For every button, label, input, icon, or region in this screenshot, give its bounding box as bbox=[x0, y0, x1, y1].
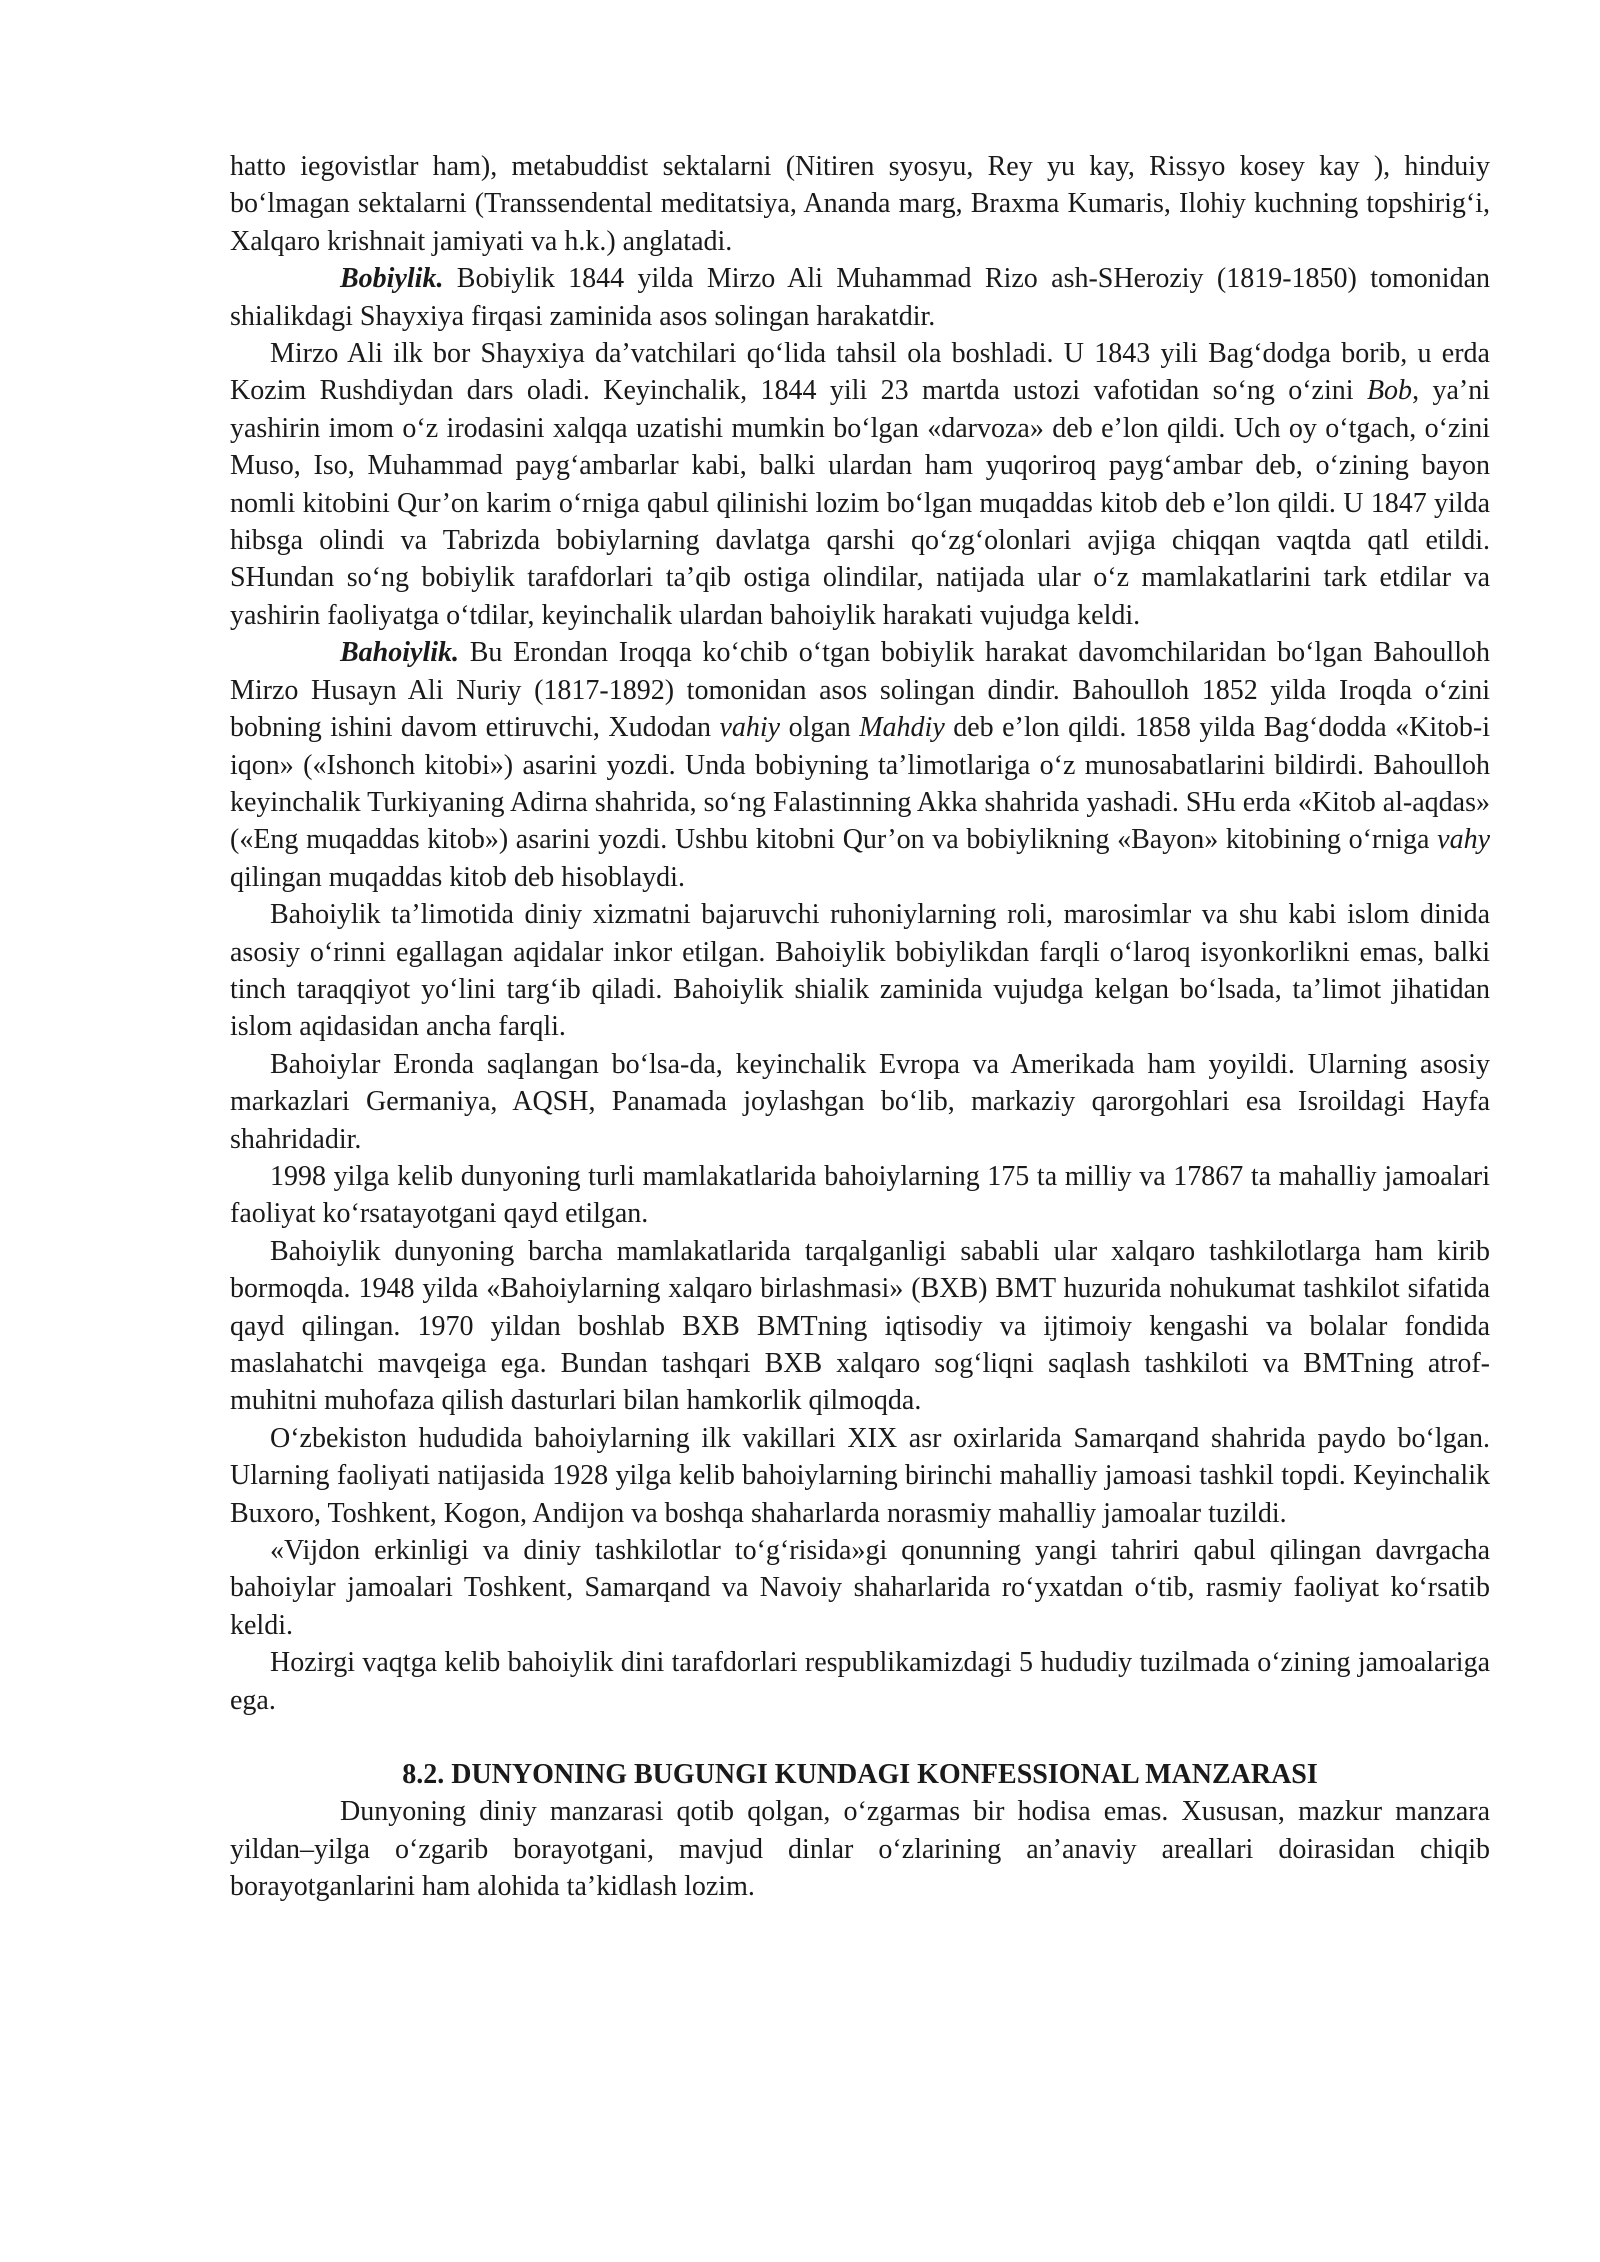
paragraph-text: Mirzo Ali ilk bor Shayxiya da’vatchilari qo‘lida tahsil ola boshladi. U 1843 yili Bag‘dodga borib, u erda Kozim Rushdiydan dars oladi. Keyinchalik, 1844 yili 23 martda ustozi vafotidan so‘ng o‘zini bbox=[230, 338, 1490, 407]
paragraph-text: Bu Erondan Iroqqa ko‘chib o‘tgan bobiylik harakat davomchilaridan bo‘lgan Bahoulloh Mirzo Husayn Ali Nuriy (1817-1892) tomonidan asos solingan dindir. Bahoulloh 1852 yilda Iroqda o‘zini bobning ishini davom ettiruvchi, Xudodan bbox=[230, 637, 1490, 744]
paragraph-text: qilingan muqaddas kitob deb hisoblaydi. bbox=[230, 861, 685, 893]
term-bobiylik: Bobiylik. bbox=[340, 263, 444, 295]
paragraph-manzara: Dunyoning diniy manzarasi qotib qolgan, o‘zgarmas bir hodisa emas. Xususan, mazkur manzara yildan–yilga o‘zgarib borayotgani, mavjud dinlar o‘zlarining an’anaviy areallari doirasidan chiqib borayotganlarini ham alohida ta’kidlash lozim. bbox=[230, 1796, 1490, 1903]
paragraph-ozbekiston: O‘zbekiston hududida bahoiylarning ilk vakillari XIX asr oxirlarida Samarqand shahrida paydo bo‘lgan. Ularning faoliyati natijasida 1928 yilga kelib bahoiylarning birinchi mahalliy jamoasi tashkil topdi. Keyinchalik Buxoro, Toshkent, Kogon, Andijon va boshqa shaharlarda norasmiy mahalliy jamoalar tuzildi. bbox=[230, 1422, 1490, 1529]
document-page bbox=[230, 148, 1490, 1906]
paragraph-bobiylik bbox=[230, 260, 1490, 335]
paragraph-intro: hatto iegovistlar ham), metabuddist sektalarni (Nitiren syosyu, Rey yu kay, Rissyo kosey kay ), hinduiy bo‘lmagan sektalarni (Transsendental meditatsiya, Ananda marg, Braxma Kumaris, Ilohiy kuchning topshirig‘i, Xalqaro krishnait jamiyati va h.k.) anglatadi. bbox=[230, 151, 1490, 257]
emphasis-vahy: vahy bbox=[1437, 824, 1490, 856]
term-bahoiylik: Bahoiylik. bbox=[340, 637, 460, 669]
paragraph-bahoiylik bbox=[230, 634, 1490, 896]
paragraph-talimot: Bahoiylik ta’limotida diniy xizmatni bajaruvchi ruhoniylarning roli, marosimlar va shu kabi islom dinida asosiy o‘rinni egallagan aqidalar inkor etilgan. Bahoiylik bobiylikdan farqli o‘laroq isyonkorlikni emas, balki tinch taraqqiyot yo‘lini targ‘ib qiladi. Bahoiylik shialik zaminida vujudga kelgan bo‘lsada, ta’limot jihatidan islom aqidasidan ancha farqli. bbox=[230, 899, 1490, 1043]
paragraph-tarqalish: Bahoiylar Eronda saqlangan bo‘lsa-da, keyinchalik Evropa va Amerikada ham yoyildi. Ularning asosiy markazlari Germaniya, AQSH, Panamada joylashgan bo‘lib, markaziy qarorgohlari esa Isroildagi Hayfa shahridadir. bbox=[230, 1048, 1490, 1155]
paragraph-text: , ya’ni yashirin imom o‘z irodasini xalqqa uzatishi mumkin bo‘lgan «darvoza» deb e’lon qildi. Uch oy o‘tgach, o‘zini Muso, Iso, Muhammad payg‘ambarlar kabi, balki ulardan ham yuqoriroq payg‘ambar deb, o‘zining bayon nomli kitobini Qur’on karim o‘rniga qabul qilinishi lozim bo‘lgan muqaddas kitob deb e’lon qildi. U 1847 yilda hibsga olindi va Tabrizda bobiylarning davlatga qarshi qo‘zg‘olonlari avjiga chiqqan vaqtda qatl etildi. SHundan so‘ng bobiylik tarafdorlari ta’qib ostiga olindilar, natijada ular o‘z mamlakatlarini tark etdilar va yashirin faoliyatga o‘tdilar, keyinchalik ulardan bahoiylik harakati vujudga keldi. bbox=[230, 375, 1490, 631]
emphasis-bob: Bob bbox=[1366, 375, 1413, 407]
emphasis-mahdiy: Mahdiy bbox=[859, 712, 945, 744]
paragraph-1998: 1998 yilga kelib dunyoning turli mamlakatlarida bahoiylarning 175 ta milliy va 17867 ta mahalliy jamoalari faoliyat ko‘rsatayotgani qayd etilgan. bbox=[230, 1160, 1490, 1230]
section-heading: 8.2. DUNYONING BUGUNGI KUNDAGI KONFESSIONAL MANZARASI bbox=[402, 1759, 1318, 1791]
paragraph-text: Bobiylik 1844 yilda Mirzo Ali Muhammad Rizo ash-SHeroziy (1819-1850) tomonidan shialikdagi Shayxiya firqasi zaminida asos solingan harakatdir. bbox=[230, 263, 1490, 332]
paragraph-qonun: «Vijdon erkinligi va diniy tashkilotlar to‘g‘risida»gi qonunning yangi tahriri qabul qilingan davrgacha bahoiylar jamoalari Toshkent, Samarqand va Navoiy shaharlarida ro‘yxatdan o‘tib, rasmiy faoliyat ko‘rsatib keldi. bbox=[230, 1535, 1490, 1641]
paragraph-text: deb e’lon qildi. 1858 yilda Bag‘dodda «Kitob-i iqon» («Ishonch kitobi») asarini yozdi. Unda bobiyning ta’limotlariga o‘z munosabatlarini bildirdi. Bahoulloh keyinchalik Turkiyaning Adirna shahrida, so‘ng Falastinning Akka shahrida yashadi. SHu erda «Kitob al-aqdas» («Eng muqaddas kitob») asarini yozdi. Ushbu kitobni Qur’on va bobiylikning «Bayon» kitobining o‘rniga bbox=[230, 712, 1490, 856]
paragraph-text: olgan bbox=[780, 712, 860, 744]
paragraph-mirzo-ali bbox=[230, 335, 1490, 634]
emphasis-vahiy: vahiy bbox=[719, 712, 781, 744]
paragraph-xalqaro: Bahoiylik dunyoning barcha mamlakatlarida tarqalganligi sababli ular xalqaro tashkilotlarga ham kirib bormoqda. 1948 yilda «Bahoiylarning xalqaro birlashmasi» (BXB) BMT huzurida nohukumat tashkilot sifatida qayd qilingan. 1970 yildan boshlab BXB BMTning iqtisodiy va ijtimoiy kengashi va bolalar fondida maslahatchi mavqeiga ega. Bundan tashqari BXB xalqaro sog‘liqni saqlash tashkiloti va BMTning atrof-muhitni muhofaza qilish dasturlari bilan hamkorlik qilmoqda. bbox=[230, 1235, 1490, 1417]
paragraph-hozirgi: Hozirgi vaqtga kelib bahoiylik dini tarafdorlari respublikamizdagi 5 hududiy tuzilmada o‘zining jamoalariga ega. bbox=[230, 1647, 1490, 1716]
